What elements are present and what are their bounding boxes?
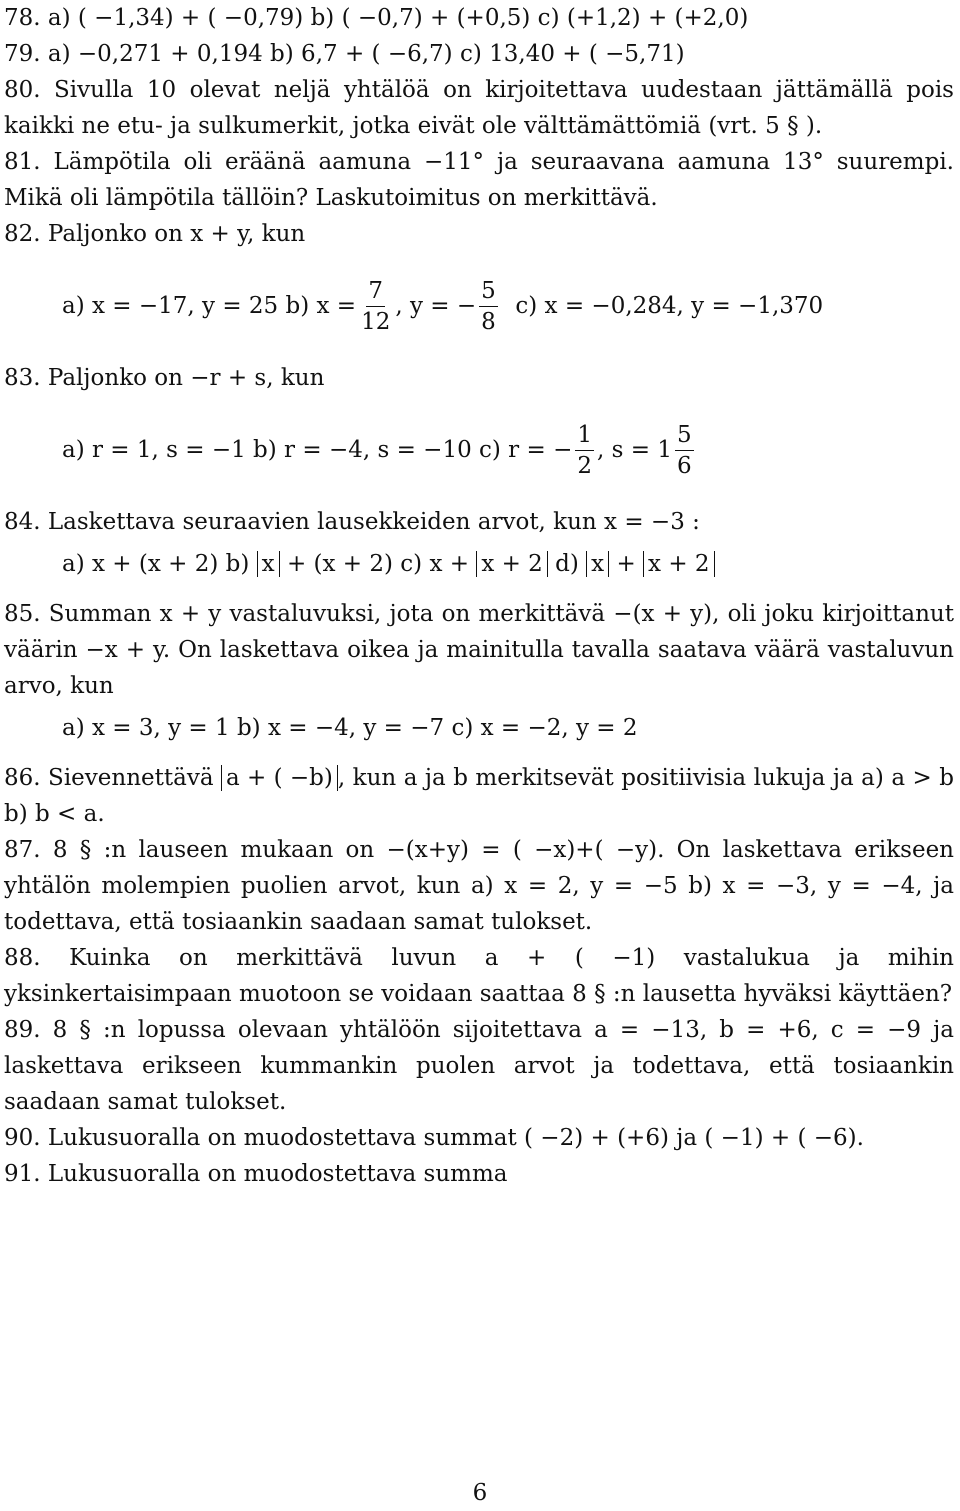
- fraction-5-6: [675, 420, 694, 481]
- exercise-83-cases: [4, 396, 954, 504]
- exercise-86: [4, 760, 954, 832]
- exercise-80: 80. Sivulla 10 olevat neljä yhtälöä on kirjoitettava uudestaan jättämällä pois kaikki ne etu- ja sulkumerkit, jotka eivät ole välttämättömiä (vrt. 5 § ).: [4, 77, 954, 139]
- exercise-84-d: d): [555, 551, 579, 577]
- exercise-84-intro: 84. Laskettava seuraavien lausekkeiden arvot, kun x = −3 :: [4, 509, 700, 535]
- fraction-7-12: [359, 276, 392, 337]
- exercise-79: 79. a) −0,271 + 0,194 b) 6,7 + ( −6,7) c) 13,40 + ( −5,71): [4, 41, 685, 67]
- exercise-82-cases: [4, 252, 954, 360]
- exercise-78: 78. a) ( −1,34) + ( −0,79) b) ( −0,7) + (+0,5) c) (+1,2) + (+2,0): [4, 5, 749, 31]
- exercise-82-a: a) x = −17, y = 25 b) x =: [62, 293, 357, 319]
- absolute-value: x + 2: [643, 551, 715, 577]
- exercise-81: 81. Lämpötila oli eräänä aamuna −11° ja seuraavana aamuna 13° suurempi. Mikä oli lämpötila tällöin? Laskutoimitus on merkittävä.: [4, 149, 954, 211]
- plus-sign: +: [616, 551, 636, 577]
- exercise-86-pre: 86. Sievennettävä: [4, 765, 214, 791]
- exercise-85-cases: a) x = 3, y = 1 b) x = −4, y = −7 c) x = −2, y = 2: [62, 715, 638, 741]
- exercise-83-ab: a) r = 1, s = −1 b) r = −4, s = −10 c) r = −: [62, 437, 573, 463]
- fraction-numerator: 1: [575, 420, 594, 451]
- fraction-numerator: 7: [366, 276, 385, 307]
- fraction-denominator: 2: [577, 452, 592, 479]
- exercise-85: 85. Summan x + y vastaluvuksi, jota on merkittävä −(x + y), oli joku kirjoittanut väärin −x + y. On laskettava oikea ja mainitulla tavalla saatava väärä vastaluvun arvo, kun: [4, 601, 954, 699]
- exercise-82-c: c) x = −0,284, y = −1,370: [500, 293, 824, 319]
- fraction-5-8: [479, 276, 498, 337]
- exercise-84-b-rest: + (x + 2) c) x +: [286, 551, 469, 577]
- exercise-89: 89. 8 § :n lopussa olevaan yhtälöön sijoitettava a = −13, b = +6, c = −9 ja laskettava erikseen kummankin puolen arvot ja todettava, että tosiaankin saadaan samat tulokset.: [4, 1017, 954, 1115]
- fraction-numerator: 5: [479, 276, 498, 307]
- absolute-value: a + ( −b): [221, 765, 338, 791]
- absolute-value: x: [586, 551, 609, 577]
- exercise-83-intro: 83. Paljonko on −r + s, kun: [4, 365, 325, 391]
- exercise-82-intro: 82. Paljonko on x + y, kun: [4, 221, 306, 247]
- exercise-86-post: , kun a ja b merkitsevät positiivisia lukuja ja a) a > b b) b < a.: [4, 765, 955, 827]
- page-number: 6: [472, 1480, 488, 1506]
- exercise-84-cases: [4, 546, 954, 582]
- fraction-denominator: 6: [676, 452, 692, 479]
- exercise-82-mid: , y = −: [395, 293, 477, 319]
- absolute-value: x: [257, 551, 280, 577]
- fraction-1-2: [575, 420, 594, 481]
- fraction-denominator: 8: [481, 308, 496, 335]
- exercise-83-mid: , s = 1: [597, 437, 672, 463]
- exercise-91: 91. Lukusuoralla on muodostettava summa: [4, 1161, 508, 1187]
- exercise-84-a: a) x + (x + 2) b): [62, 551, 250, 577]
- exercise-90: 90. Lukusuoralla on muodostettava summat ( −2) + (+6) ja ( −1) + ( −6).: [4, 1125, 864, 1151]
- exercise-88: 88. Kuinka on merkittävä luvun a + ( −1) vastalukua ja mihin yksinkertaisimpaan muotoon se voidaan saattaa 8 § :n lausetta hyväksi käyttäen?: [4, 945, 954, 1007]
- fraction-numerator: 5: [675, 420, 694, 451]
- fraction-denominator: 12: [361, 308, 391, 335]
- exercise-87: 87. 8 § :n lauseen mukaan on −(x+y) = ( −x)+( −y). On laskettava erikseen yhtälön molempien puolien arvot, kun a) x = 2, y = −5 b) x = −3, y = −4, ja todettava, että tosiaankin saadaan samat tulokset.: [4, 837, 954, 935]
- absolute-value: x + 2: [476, 551, 548, 577]
